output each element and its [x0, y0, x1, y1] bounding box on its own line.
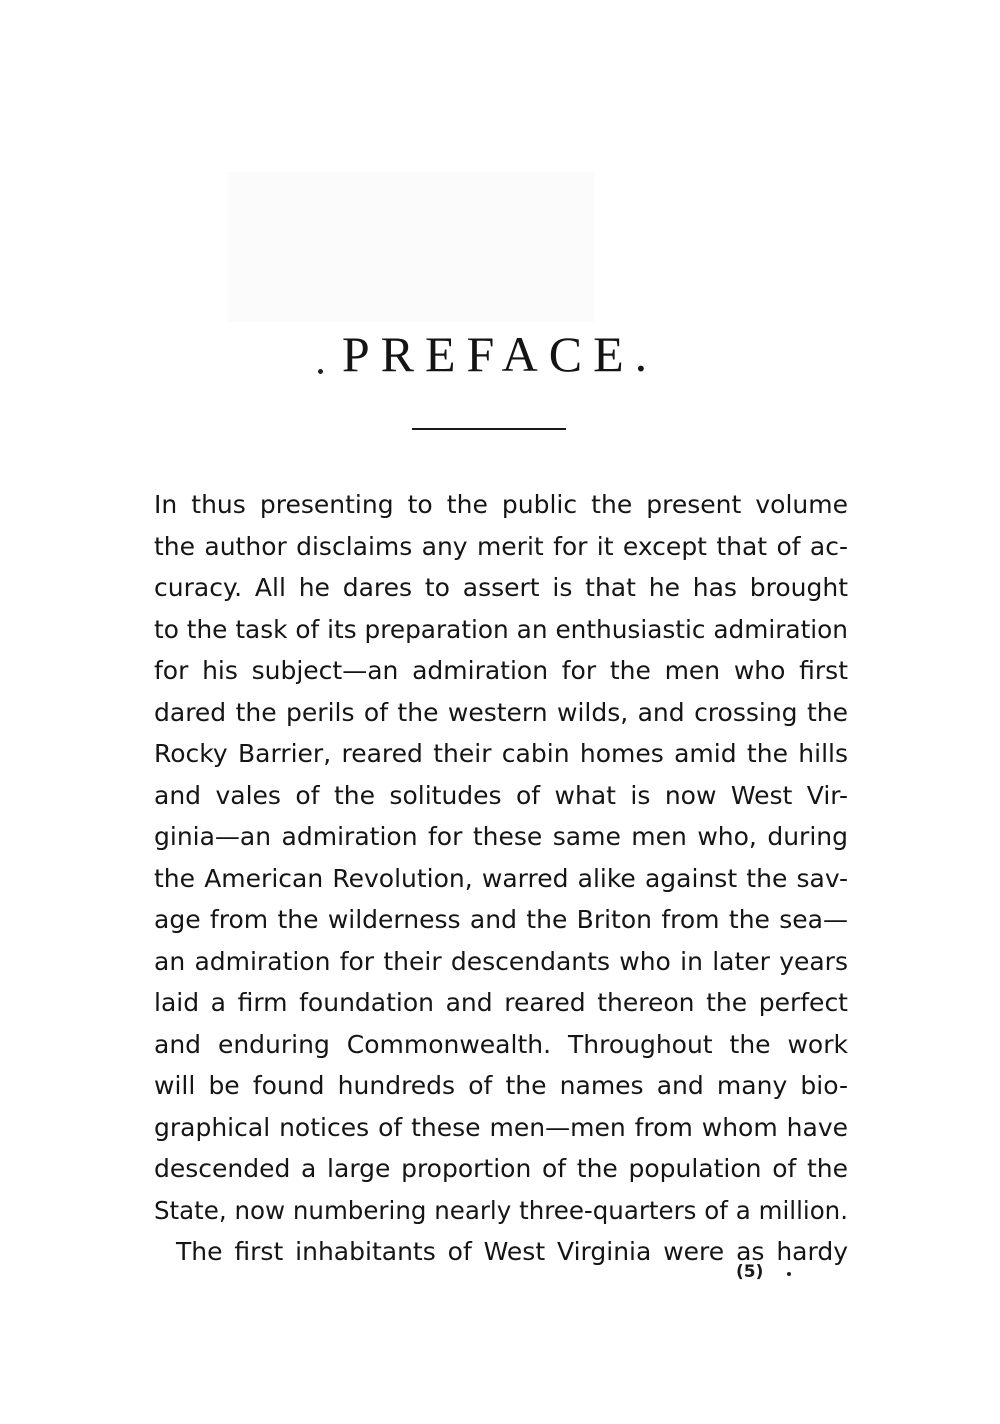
text-line: and enduring Commonwealth. Throughout the work	[154, 1029, 848, 1059]
text-line: Rocky Barrier, reared their cabin homes amid the hills	[154, 739, 848, 768]
text-line: In thus presenting to the public the present volume	[154, 490, 848, 519]
page-title: PREFACE.	[341, 326, 659, 382]
title-divider	[412, 428, 566, 430]
text-line: age from the wilderness and the Briton from the sea—	[154, 905, 848, 934]
text-line: an admiration for their descendants who in later years	[154, 946, 848, 976]
text-line: curacy. All he dares to assert is that he has brought	[154, 573, 848, 602]
ink-speck	[787, 1272, 791, 1276]
text-line: the author disclaims any merit for it except that of ac-	[154, 531, 848, 561]
text-line: laid a firm foundation and reared thereon the perfect	[154, 988, 848, 1017]
scan-artifact	[228, 172, 594, 322]
text-line: the American Revolution, warred alike against the sav-	[154, 863, 848, 893]
text-line: graphical notices of these men—men from whom have	[154, 1112, 848, 1142]
text-line: dared the perils of the western wilds, and crossing the	[154, 697, 848, 727]
text-line: will be found hundreds of the names and many bio-	[154, 1071, 848, 1100]
text-line: to the task of its preparation an enthusiastic admiration	[154, 614, 848, 644]
text-line: ginia—an admiration for these same men who, during	[154, 822, 848, 851]
text-line: for his subject—an admiration for the men who first	[154, 656, 848, 685]
page-number: (5)	[736, 1262, 764, 1282]
text-line: descended a large proportion of the population of the	[154, 1154, 848, 1183]
text-line: The first inhabitants of West Virginia were as hardy	[176, 1237, 848, 1266]
preface-text	[154, 484, 848, 1273]
text-line: and vales of the solitudes of what is now West Vir-	[154, 780, 848, 810]
text-line: State, now numbering nearly three-quarters of a million.	[154, 1195, 848, 1225]
